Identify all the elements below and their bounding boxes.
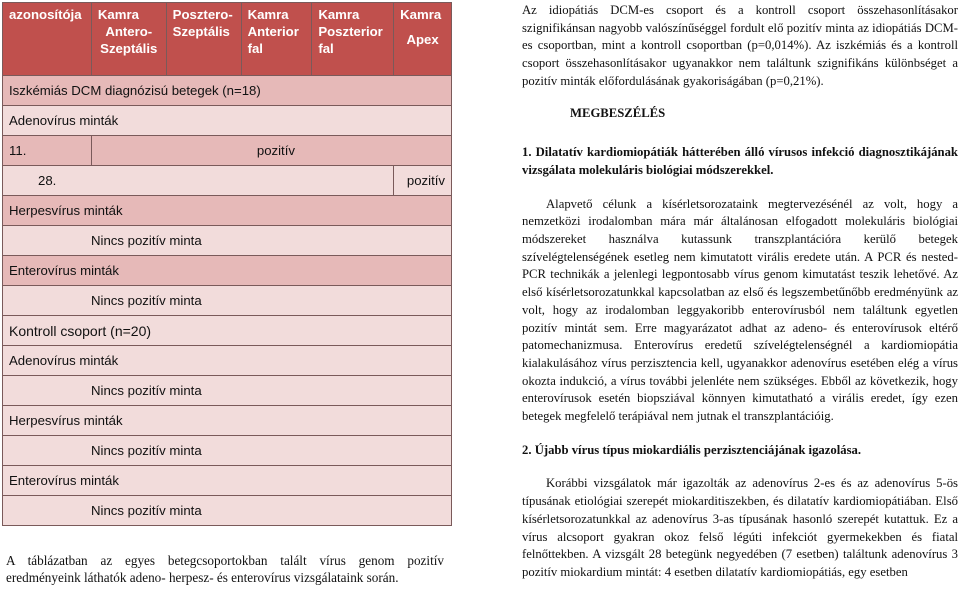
col-header-apex: Kamra Apex (394, 3, 452, 76)
right-column (522, 2, 958, 582)
table-row (3, 436, 452, 466)
cell-value: Nincs pozitív minta (3, 496, 452, 526)
paragraph: Alapvető célunk a kísérletsorozataink megtervezésénél az volt, hogy a nemzetközi irodalomban mára már általánosan elfogadott molekuláris biológiai módszereket használva kutassunk transzplantációra kerülő betegek szívelégtelenségének esetleg nem kimutatott virális eredete után. A PCR és nested-PCR technikák a jelenlegi legpontosabb vírus genom kimutatást teszik lehetővé. Az első kísérletsorozatunkkal kapcsolatban az első és legszembetűnőbb eredményünk az volt, hogy az irodalomban leggyakoribb enterovírusból nem találtunk egyetlen pozitív mintát sem. Erre magyarázatot adhat az adeno- és enterovírusok eltérő patomechanizmusa. Enterovírus eredetű szívelégtelenségnél a kardiomiopátia kialakulásához vírus perzisztencia kell, ugyanakkor adenovírus esetében elég a vírus okozta indukció, a vírus további jelenléte nem szükséges. Ebből az következik, hogy enterovírusok esetén biopsziával könnyen kimutatható a virális eredet, így ezen betegek megfelelő terápiával nem jutnak el transzplantációig. (522, 196, 958, 424)
col-header-anteroseptal: Kamra Antero- Szeptális (91, 3, 166, 76)
col-header-posteroseptal: Posztero- Szeptális (166, 3, 241, 76)
group-ischemic-dcm: Iszkémiás DCM diagnózisú betegek (n=18) (3, 76, 452, 106)
cell-value: Nincs pozitív minta (3, 376, 452, 406)
paragraph: Korábbi vizsgálatok már igazolták az adenovírus 2-es és az adenovírus 5-ös típusának etiológiai szerepét miokarditiszekben, és dilatatív kardiomiopátiában. Első kísérletsorozatunkkal az adenovírus 3-as típusának hasonló szerepét kutattuk. Ez a vírus alcsoport gyakran okoz felső légúti infekciót gyermekekben és fiatal felnőttekben. A vizsgált 28 betegünk negyedében (7 esetben) találtunk adenovírus 3 pozitív miokardium mintát: 4 esetben dilatatív kardiomiopátiás, egy esetben (522, 476, 958, 579)
table-row (3, 226, 452, 256)
table-row (3, 256, 452, 286)
table-header-row (3, 3, 452, 76)
cell-value: Nincs pozitív minta (3, 436, 452, 466)
table-row (3, 166, 452, 196)
table-row (3, 406, 452, 436)
cell-value: Nincs pozitív minta (3, 286, 452, 316)
results-table (2, 2, 452, 526)
table-row (3, 106, 452, 136)
table-row (3, 136, 452, 166)
row-label: Enterovírus minták (3, 466, 452, 496)
paragraph: Az idiopátiás DCM-es csoport és a kontroll csoport összehasonlításakor szignifikánsan nagyobb valószínűséggel fordult elő pozitív minta az idiopátiás DCM-es csoportban, mint a kontroll csoportban (p=0,014%). Az iszkémiás és a kontroll csoport összehasonlításakor ugyanakkor nem találtunk szignifikáns különbséget a pozitív minták előfordulásának gyakoriságában (p=0,21%). (522, 3, 958, 88)
table-row (3, 286, 452, 316)
table-row (3, 496, 452, 526)
subheading: 2. Újabb vírus típus miokardiális perzisztenciájának igazolása. (522, 442, 862, 457)
table-row (3, 346, 452, 376)
group-control: Kontroll csoport (n=20) (3, 316, 452, 346)
table-row (3, 316, 452, 346)
row-id: 28. (3, 166, 394, 196)
row-label: Enterovírus minták (3, 256, 452, 286)
row-id: 11. (3, 136, 92, 166)
col-header-anterior: Kamra Anterior fal (241, 3, 312, 76)
col-header-posterior: Kamra Poszterior fal (312, 3, 394, 76)
col-header-id: azonosítója (3, 3, 92, 76)
table-caption: A táblázatban az egyes betegcsoportokban talált vírus genom pozitív eredményeink láthatók adeno- herpesz- és enterovírus vizsgálataink során. (6, 553, 444, 585)
cell-value: pozitív (91, 136, 451, 166)
section-heading: MEGBESZÉLÉS (570, 105, 666, 120)
row-label: Adenovírus minták (3, 106, 452, 136)
cell-value: pozitív (394, 166, 452, 196)
table-row (3, 196, 452, 226)
row-label: Herpesvírus minták (3, 196, 452, 226)
row-label: Adenovírus minták (3, 346, 452, 376)
subheading: 1. Dilatatív kardiomiopátiák hátterében álló vírusos infekció diagnosztikájának vizsgálata molekuláris biológiai módszerekkel. (522, 145, 958, 177)
table-row (3, 376, 452, 406)
table-row (3, 466, 452, 496)
cell-value: Nincs pozitív minta (3, 226, 452, 256)
table-row (3, 76, 452, 106)
row-label: Herpesvírus minták (3, 406, 452, 436)
